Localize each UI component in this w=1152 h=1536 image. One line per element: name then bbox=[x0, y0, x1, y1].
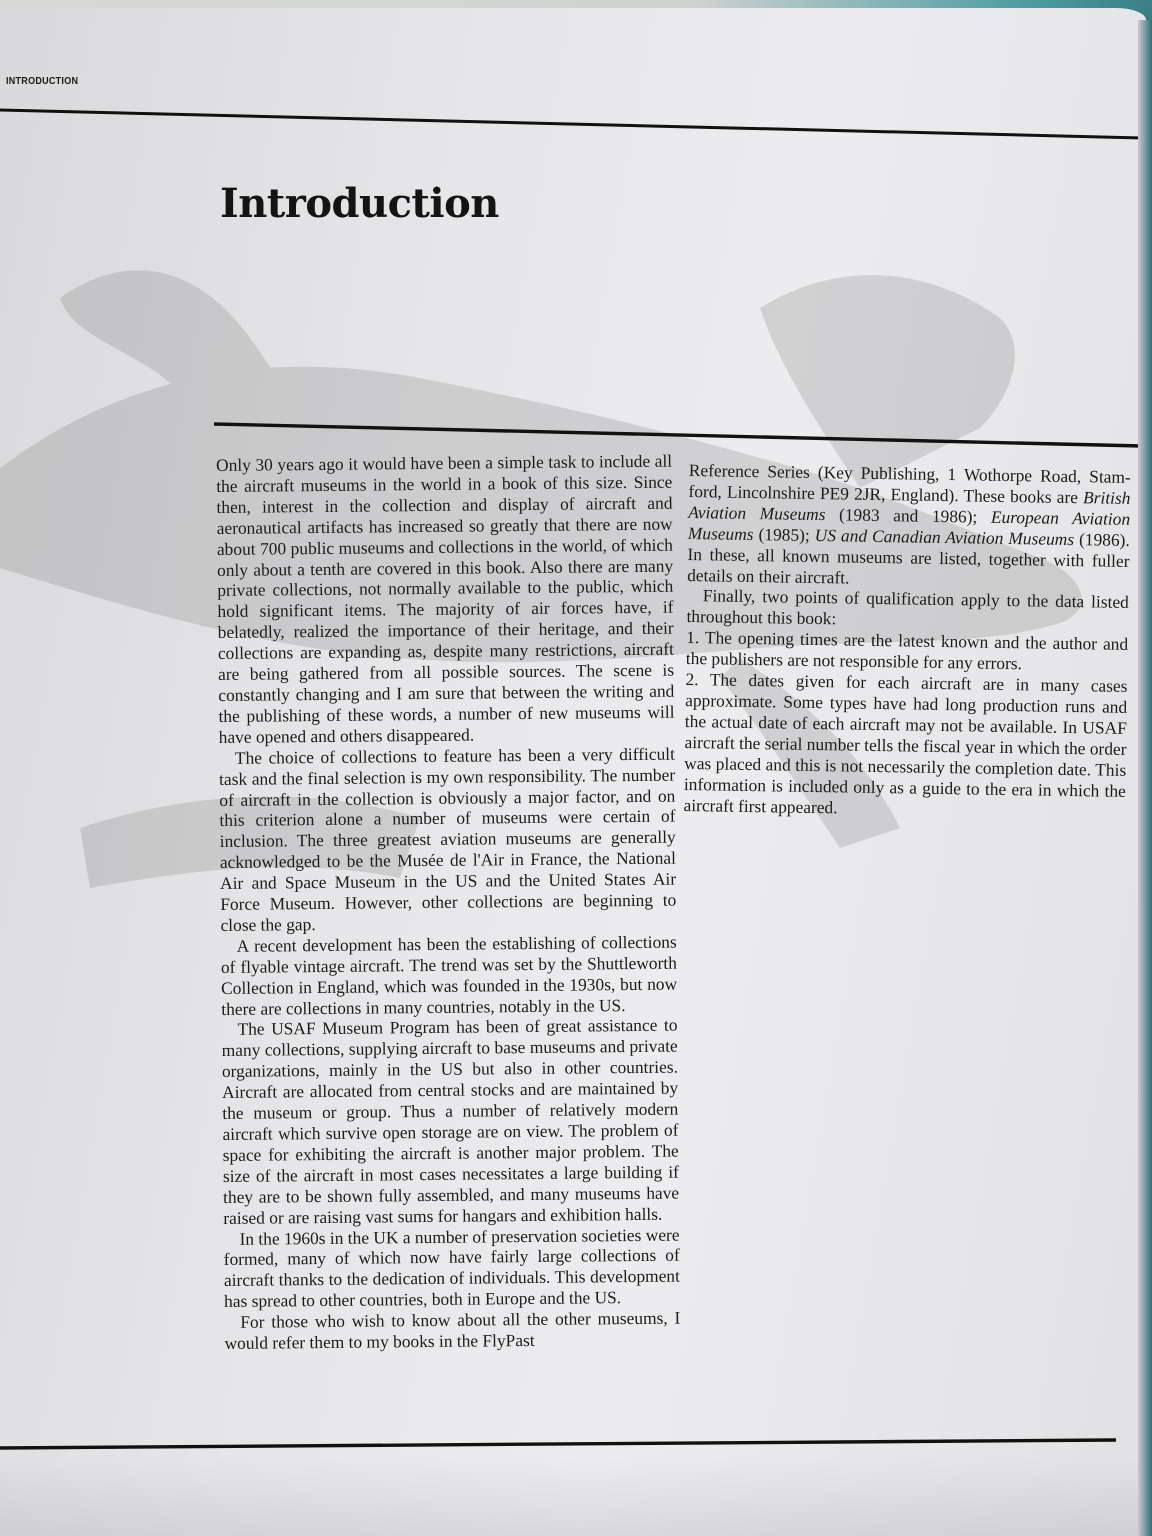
page-title: Introduction bbox=[220, 180, 499, 227]
page-shadow bbox=[0, 1458, 1146, 1536]
paragraph: The choice of collections to feature has been a very difficult task and the final selection is my own responsibility. The number of aircraft in the collection is obviously a major factor, and on this criterion alone a number of museums were certain of inclusion. The three greatest aviation museums are generally acknowledged to be the Musée de l'Air in France, the National Air and Space Museum in the US and the United States Air Force Museum. However, other collections are beginning to close the gap. bbox=[219, 743, 677, 935]
text-run: (1985); bbox=[753, 523, 815, 545]
paragraph: In the 1960s in the UK a number of preservation societies were formed, many of which now have fairly large collections of aircraft thanks to the dedication of individuals. This development has spread to other countries, both in Europe and the US. bbox=[223, 1224, 680, 1312]
paragraph: For those who wish to know about all the other museums, I would refer them to my books in the FlyPast bbox=[224, 1307, 681, 1354]
left-text-column bbox=[216, 451, 681, 1354]
top-rule bbox=[0, 106, 1146, 142]
book-title: US and Canadian Aviation Museums bbox=[814, 524, 1075, 549]
text-run: (1983 and 1986); bbox=[825, 503, 992, 527]
numbered-point: 1. The opening times are the latest known and the author and the publishers are not responsible for any errors. bbox=[685, 627, 1129, 674]
text-run: Reference Series (Key Publishing, 1 Wothorpe Road, Stamford, Lincolnshire PE9 2JR, England). These books are bbox=[688, 460, 1131, 508]
paragraph-references bbox=[687, 460, 1131, 592]
text-run: (1986). In these, all known museums are listed, together with fuller details on their aircraft. bbox=[687, 528, 1130, 588]
numbered-point: 2. The dates given for each aircraft are in many cases approximate. Some types have had long production runs and the actual date of each aircraft may not be available. In USAF aircraft the serial number tells the fiscal year in which the order was placed and this is not necessarily the completion date. This information is included only as a guide to the era in which the aircraft first appeared. bbox=[683, 669, 1128, 817]
section-rule bbox=[214, 420, 1144, 450]
right-text-column bbox=[683, 460, 1131, 822]
paragraph: A recent development has been the establishing of collections of flyable vintage aircraft. The trend was set by the Shuttleworth Collection in England, which was founded in the 1930s, but now there are collections in many countries, notably in the US. bbox=[220, 931, 678, 1019]
running-head: INTRODUCTION bbox=[6, 76, 79, 87]
book-title: British Aviation Museums bbox=[688, 487, 1131, 524]
paragraph: Only 30 years ago it would have been a simple task to include all the aircraft museums in the world in a book of this size. Since then, interest in the collection and display of aircraft and aeronautical artifacts has increased so greatly that there are now about 700 public museums and collections in the world, of which only about a tenth are covered in this book. Also there are many private collections, not normally available to the public, which hold significant items. The majority of air forces have, if belatedly, realized the importance of their heritage, and their collections are expanding as, despite many restrictions, aircraft are being gathered from all possible sources. The scene is constantly changing and I am sure that between the writing and the publishing of these words, a number of new museums will have opened and others disappeared. bbox=[216, 450, 675, 747]
paragraph: Finally, two points of qualification apply to the data listed throughout this book: bbox=[686, 585, 1129, 629]
book-page bbox=[0, 8, 1146, 1536]
book-cover-edge bbox=[1138, 20, 1152, 1536]
paragraph: The USAF Museum Program has been of great assistance to many collections, supplying aircraft to base museums and private organizations, mainly in the US but also in other countries. Aircraft are allocated from central stocks and are maintained by the museum or group. Thus a number of relatively modern aircraft which survive open storage are on view. The problem of space for exhibiting the aircraft is another major problem. The size of the aircraft in most cases necessitates a large building if they are to be shown fully assembled, and many museums have raised or are raising vast sums for hangars and exhibition halls. bbox=[221, 1015, 680, 1228]
book-title: European Aviation Museums bbox=[687, 506, 1131, 544]
